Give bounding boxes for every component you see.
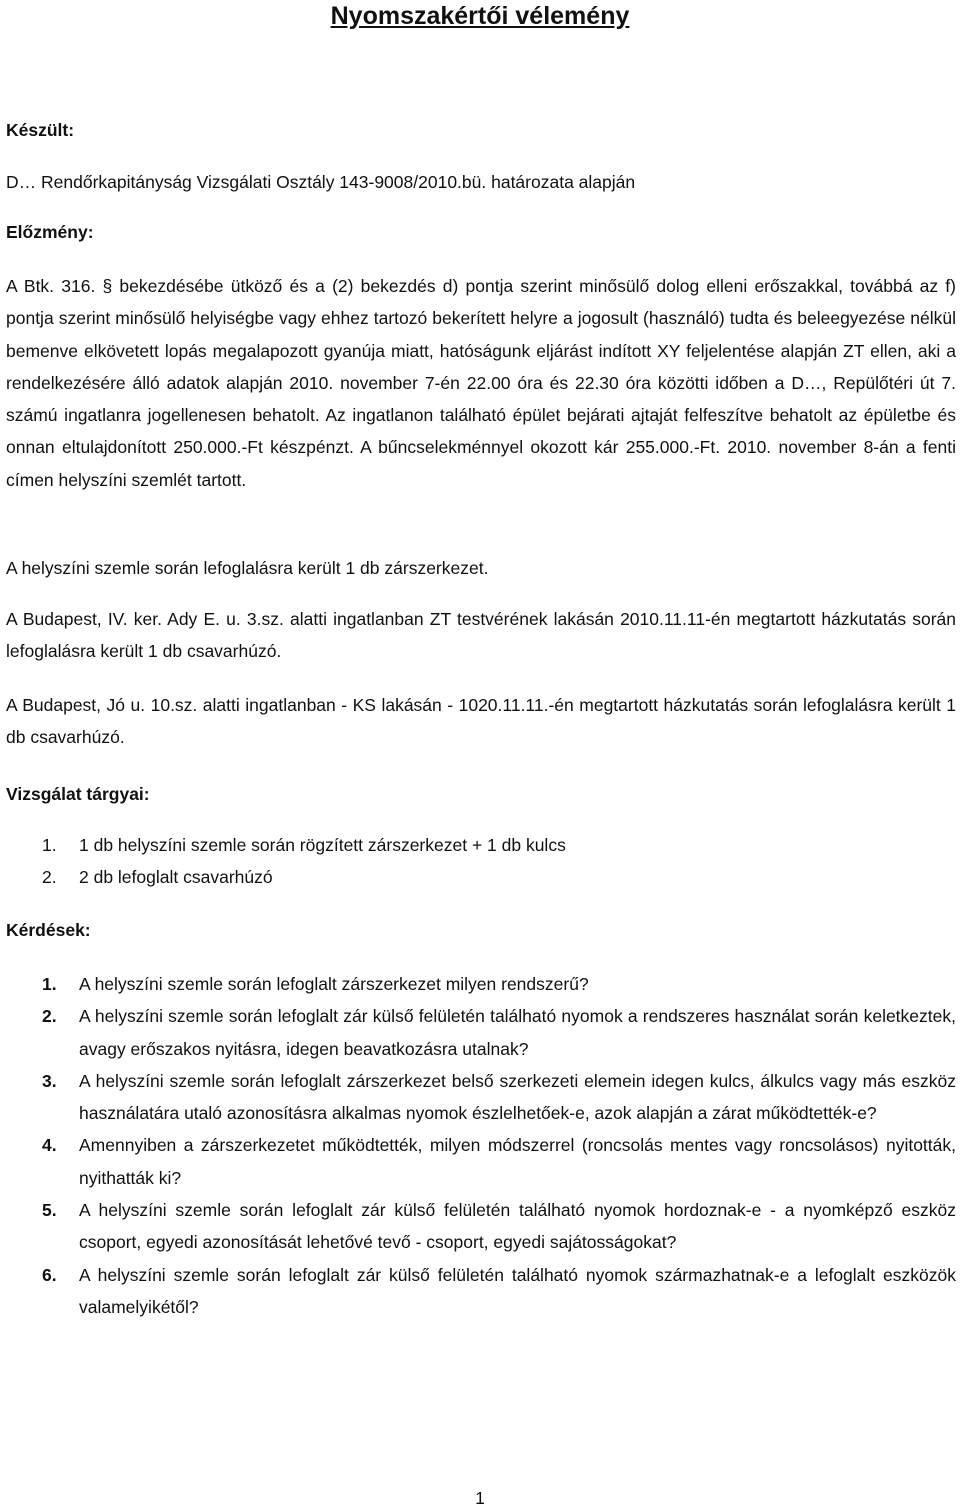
kerdesek-heading: Kérdések: (6, 920, 91, 940)
elozmeny-paragraph-4: A Budapest, Jó u. 10.sz. alatti ingatlanban - KS lakásán - 1020.11.11.-én megtartott házkutatás során lefoglalásra került 1 db csavarhúzó. (6, 695, 956, 748)
elozmeny-paragraph-3: A Budapest, IV. ker. Ady E. u. 3.sz. alatti ingatlanban ZT testvérének lakásán 2010.11.11-én megtartott házkutatás során lefoglalásra került 1 db csavarhúzó. (6, 609, 956, 662)
list-item (42, 861, 956, 893)
question-text: Amennyiben a zárszerkezetet működtették, milyen módszerrel (roncsolás mentes vagy roncsolásos) nyitották, nyithatták ki? (79, 1135, 956, 1188)
question-item (42, 1000, 956, 1065)
list-item-number: 2. (42, 867, 57, 888)
keszult-text: D… Rendőrkapitányság Vizsgálati Osztály 143-9008/2010.bü. határozata alapján (6, 172, 636, 192)
keszult-heading: Készült: (6, 120, 75, 140)
elozmeny-paragraph-2: A helyszíni szemle során lefoglalásra került 1 db zárszerkezet. (6, 558, 489, 578)
list-item-text: 1 db helyszíni szemle során rögzített zárszerkezet + 1 db kulcs (79, 835, 566, 855)
question-item (42, 1129, 956, 1194)
kerdesek-list (42, 968, 956, 1323)
question-text: A helyszíni szemle során lefoglalt zárszerkezet belső szerkezeti elemein idegen kulcs, álkulcs vagy más eszköz használatára utaló azonosításra alkalmas nyomok észlelhetőek-e, azok alapján a zárat működtették-e? (79, 1070, 956, 1124)
question-item (42, 1065, 956, 1130)
question-item (42, 1259, 956, 1324)
question-number: 6. (42, 1264, 57, 1285)
vizsgalat-list (42, 829, 956, 894)
elozmeny-paragraph-1: A Btk. 316. § bekezdésébe ütköző és a (2) bekezdés d) pontja szerint minősülő dolog elleni erőszakkal, továbbá az f) pontja szerint minősülő helyiségbe vagy ehhez tartozó bekerített helyre a jogosult (használó) tudta és beleegyezése nélkül bemenve elkövetett lopás megalapozott gyanúja miatt, hatóságunk eljárást indított XY feljelentése alapján ZT ellen, aki a rendelkezésére álló adatok alapján 2010. november 7-én 22.00 óra és 22.30 óra közötti időben a D…, Repülőtéri út 7. számú ingatlanra jogellenesen behatolt. Az ingatlanon található épület bejárati ajtaját felfeszítve behatolt az épületbe és onnan eltulajdonított 250.000.-Ft készpénzt. A bűncselekménnyel okozott kár 255.000.-Ft. 2010. november 8-án a fenti címen helyszíni szemlét tartott. (6, 276, 956, 490)
list-item-number: 1. (42, 835, 57, 855)
question-item (42, 968, 956, 1000)
page-number: 1 (475, 1488, 485, 1508)
question-number: 1. (42, 974, 57, 994)
document-title: Nyomszakértői vélemény (330, 2, 630, 30)
list-item (42, 829, 956, 861)
list-item-text: 2 db lefoglalt csavarhúzó (79, 867, 273, 888)
question-text: A helyszíni szemle során lefoglalt zár külső felületén található nyomok hordoznak-e - a nyomképző eszköz csoport, egyedi azonosítását lehetővé tevő - csoport, egyedi sajátosságokat? (79, 1200, 956, 1253)
question-number: 2. (42, 1006, 57, 1027)
vizsgalat-heading: Vizsgálat tárgyai: (6, 784, 150, 804)
question-text: A helyszíni szemle során lefoglalt zárszerkezet milyen rendszerű? (79, 974, 589, 994)
question-text: A helyszíni szemle során lefoglalt zár külső felületén található nyomok a rendszeres használat során keletkeztek, avagy erőszakos nyitásra, idegen beavatkozásra utalnak? (79, 1006, 956, 1059)
question-number: 5. (42, 1200, 57, 1221)
question-number: 3. (42, 1070, 57, 1091)
question-text: A helyszíni szemle során lefoglalt zár külső felületén található nyomok származhatnak-e a lefoglalt eszközök valamelyikétől? (79, 1264, 956, 1317)
question-number: 4. (42, 1135, 57, 1156)
question-item (42, 1194, 956, 1259)
elozmeny-heading: Előzmény: (6, 222, 94, 242)
